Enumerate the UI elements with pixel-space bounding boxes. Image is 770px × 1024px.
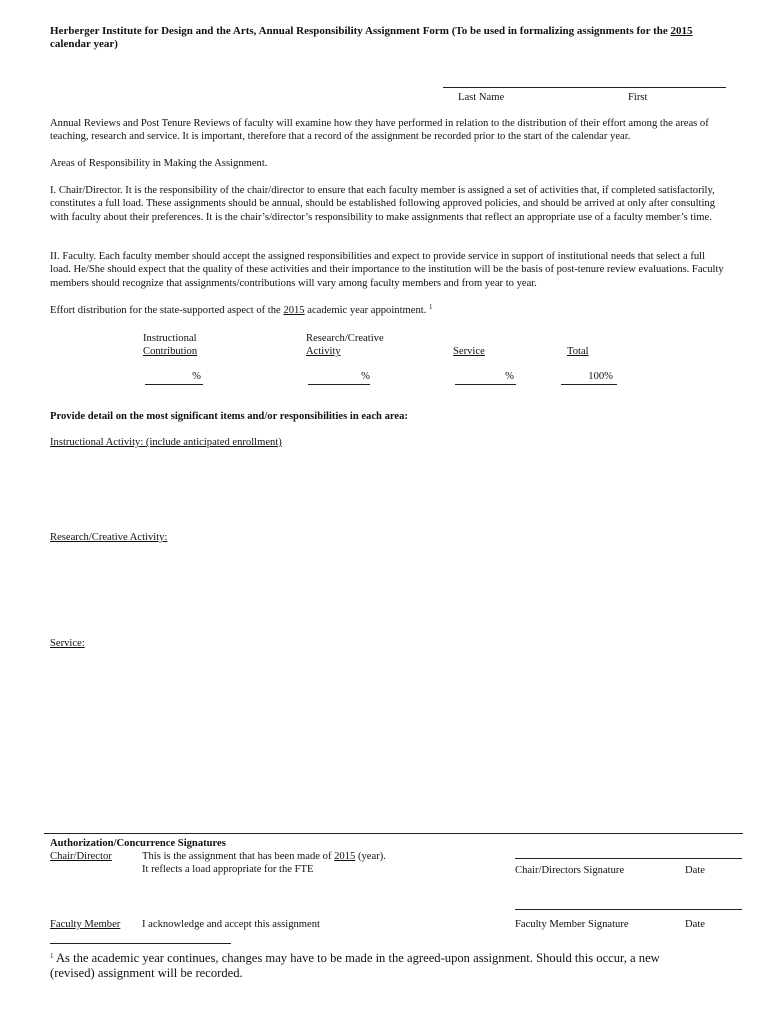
form-title [50,25,730,52]
signatures-heading: Authorization/Concurrence Signatures [50,838,226,849]
effort-year: 2015 [283,305,305,316]
last-name-label: Last Name [458,92,505,103]
title-text-cont: calendar year) [50,38,118,51]
footnote-rule [50,943,231,944]
footnote [50,951,660,981]
service-area[interactable] [50,653,726,823]
service-percent-field[interactable] [455,370,516,384]
effort-tail: academic year appointment. [304,305,430,316]
total-header: Total [567,346,589,357]
service-header: Service [453,346,485,357]
title-year: 2015 [670,25,693,37]
instructional-header [143,332,197,359]
detail-heading: Provide detail on the most significant items and/or responsibilities in each area: [50,411,408,422]
signature-divider [44,833,743,834]
chair-section: I. Chair/Director. It is the responsibility of the chair/director to ensure that each faculty member is assigned a set of activities that, if completed satisfactorily, constitutes a full load. These assignments should be annual, should be established following approved policies, and should be arrived at only after consulting with faculty about their preferences. It is the chair’s/director’s responsibility to make assignments that reflect an appropriate use of a faculty member’s time. [50,185,716,223]
chair-statement-text: This is the assignment that has been made of [142,851,335,862]
first-name-label: First [628,92,648,103]
research-activity-label: Research/Creative Activity: [50,532,168,543]
instructional-percent: % [192,371,201,382]
faculty-section: II. Faculty. Each faculty member should accept the assigned responsibilities and expect to provide service in support of institutional needs that select a full load. He/She should expect that the quality of these activities and their importance to the institution will be the basis of post-tenure review evaluations. Faculty members should recognize that assignments/contributions will vary among faculty members and from year to year. [50,251,724,289]
total-percent-field[interactable] [561,370,617,384]
faculty-signature-label: Faculty Member Signature [515,919,629,930]
service-percent: % [505,371,514,382]
effort-lead: Effort distribution for the state-supported aspect of the [50,305,284,316]
instructional-activity-area[interactable] [50,452,726,524]
research-percent-field[interactable] [308,370,370,384]
faculty-date-label: Date [685,919,705,930]
research-percent: % [361,371,370,382]
research-header-line1: Research/Creative [306,333,384,344]
chair-statement [142,850,386,877]
chair-statement-year: 2015 [334,851,356,862]
faculty-signature-line[interactable] [515,909,742,910]
instructional-percent-field[interactable] [145,370,203,384]
footnote-ref: 1 [429,303,433,311]
research-header [306,332,384,359]
instructional-activity-label: Instructional Activity: (include anticipated enrollment) [50,437,282,448]
instructional-header-line2: Contribution [143,346,198,358]
instructional-header-line1: Instructional [143,333,197,344]
total-percent: 100% [588,371,613,382]
name-line[interactable] [443,87,726,88]
chair-signature-line[interactable] [515,858,742,859]
chair-signature-label: Chair/Directors Signature [515,865,625,876]
footnote-text: As the academic year continues, changes may have to be made in the agreed-upon assignment. Should this occur, a new (revised) assignment will be recorded. [50,951,660,980]
intro-paragraph: Annual Reviews and Post Tenure Reviews of faculty will examine how they have performed in relation to the distribution of their effort among the areas of teaching, research and service. It is important, therefore that a record of the assignment be recorded prior to the start of the calendar year. [50,118,709,143]
faculty-member-label: Faculty Member [50,919,121,930]
service-label: Service: [50,638,85,649]
chair-director-label: Chair/Director [50,851,112,862]
areas-heading: Areas of Responsibility in Making the Assignment. [50,158,268,169]
footnote-mark: 1 [50,952,54,960]
research-header-line2: Activity [306,346,341,358]
chair-date-label: Date [685,865,705,876]
research-activity-area[interactable] [50,547,726,629]
faculty-statement: I acknowledge and accept this assignment [142,919,320,930]
title-text: Herberger Institute for Design and the Arts, Annual Responsibility Assignment Form (To be used in formalizing assignments for the [50,25,671,37]
chair-statement-tail: (year). [355,851,386,862]
chair-statement-line2: It reflects a load appropriate for the FTE [142,864,314,876]
effort-line [50,304,726,317]
